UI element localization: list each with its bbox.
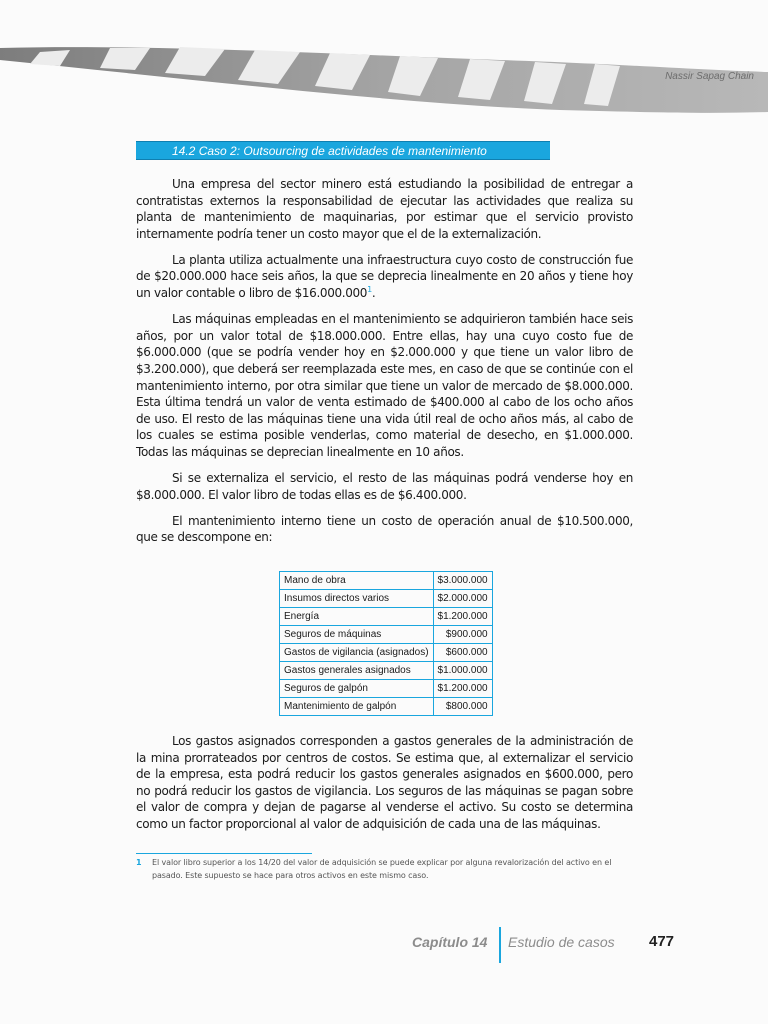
body-text-continued: [136, 733, 633, 833]
cost-value: $900.000: [433, 626, 492, 644]
paragraph: Si se externaliza el servicio, el resto de las máquinas podrá venderse hoy en $8.000.000. El valor libro de todas ellas es de $6.400.000.: [136, 471, 633, 502]
paragraph: El mantenimiento interno tiene un costo de operación anual de $10.500.000, que se descompone en:: [136, 513, 633, 545]
cost-value: $3.000.000: [433, 572, 492, 590]
cost-label: Energía: [280, 608, 434, 626]
table-row: [280, 698, 493, 716]
footnote-reference[interactable]: 1: [367, 285, 372, 295]
cost-label: Seguros de galpón: [280, 680, 434, 698]
footnote-text: El valor libro superior a los 14/20 del valor de adquisición se puede explicar por alguna revalorización del activo en el pasado. Este supuesto se hace para otros activos en este mismo caso.: [152, 858, 612, 880]
table-row: [280, 680, 493, 698]
paragraph: La planta utiliza actualmente una infraestructura cuyo costo de construcción fue de $20.000.000 hace seis años, la que se deprecia linealmente en 20 años y tiene hoy un valor contable o libro de $16.000.000$^1$.: [136, 252, 633, 301]
cost-value: $1.200.000: [433, 680, 492, 698]
cost-table: [279, 571, 493, 716]
paragraph: Una empresa del sector minero está estudiando la posibilidad de entregar a contratistas externos la responsabilidad de ejecutar las actividades que realiza su planta de mantenimiento de maquinarias, por estimar que el servicio provisto internamente podría tener un costo mayor que el de la externalización.: [136, 177, 633, 241]
table-row: [280, 590, 493, 608]
footer-section: Estudio de casos: [508, 934, 615, 950]
section-title: 14.2 Caso 2: Outsourcing de actividades de mantenimiento: [136, 141, 550, 160]
table-row: [280, 662, 493, 680]
cost-label: Gastos de vigilancia (asignados): [280, 644, 434, 662]
footnote-divider: [136, 853, 312, 854]
cost-label: Gastos generales asignados: [280, 662, 434, 680]
footer-divider: [499, 927, 501, 963]
footnote-number: 1: [136, 858, 142, 867]
body-text: [136, 176, 633, 546]
header-decoration: [0, 0, 768, 140]
cost-value: $600.000: [433, 644, 492, 662]
cost-label: Insumos directos varios: [280, 590, 434, 608]
author-name: Nassir Sapag Chain: [665, 71, 754, 82]
table-row: [280, 608, 493, 626]
cost-value: $800.000: [433, 698, 492, 716]
table-row: [280, 572, 493, 590]
footnote: [136, 857, 636, 882]
page-number: 477: [649, 933, 675, 950]
cost-value: $1.000.000: [433, 662, 492, 680]
paragraph-text: La planta utiliza actualmente una infraestructura cuyo costo de construcción fue de $20.000.000 hace seis años, la que se deprecia linealmente en 20 años y tiene hoy un valor contable o libro de $16.000.000: [136, 252, 633, 301]
paragraph: Las máquinas empleadas en el mantenimiento se adquirieron también hace seis años, por un valor total de $18.000.000. Entre ellas, hay una cuyo costo fue de $6.000.000 (que se podría vender hoy en $2.000.000 y que tiene un valor libro de $3.200.000), que deberá ser reemplazada este mes, en caso de que se continúe con el mantenimiento interno, por otra similar que tiene un valor de mercado de $8.000.000. Esta última tendrá un valor de venta estimado de $400.000 al cabo de los ocho años de uso. El resto de las máquinas tiene una vida útil real de ocho años más, al cabo de los cuales se estima posible venderlas, como material de desecho, en $1.000.000. Todas las máquinas se deprecian linealmente en 10 años.: [136, 312, 633, 459]
table-row: [280, 644, 493, 662]
cost-label: Seguros de máquinas: [280, 626, 434, 644]
cost-label: Mano de obra: [280, 572, 434, 590]
cost-value: $1.200.000: [433, 608, 492, 626]
cost-label: Mantenimiento de galpón: [280, 698, 434, 716]
cost-value: $2.000.000: [433, 590, 492, 608]
paragraph: Los gastos asignados corresponden a gastos generales de la administración de la mina prorrateados por centros de costos. Se estima que, al externalizar el servicio de la empresa, esta podrá reducir los gastos generales asignados en $600.000, pero no podrá reducir los gastos de vigilancia. Los seguros de las máquinas se pagan sobre el valor de compra y dejan de pagarse al venderse el activo. Su costo se determina como un factor proporcional al valor de adquisición de cada una de las máquinas.: [136, 734, 633, 831]
table-row: [280, 626, 493, 644]
footer-chapter: Capítulo 14: [412, 934, 488, 950]
